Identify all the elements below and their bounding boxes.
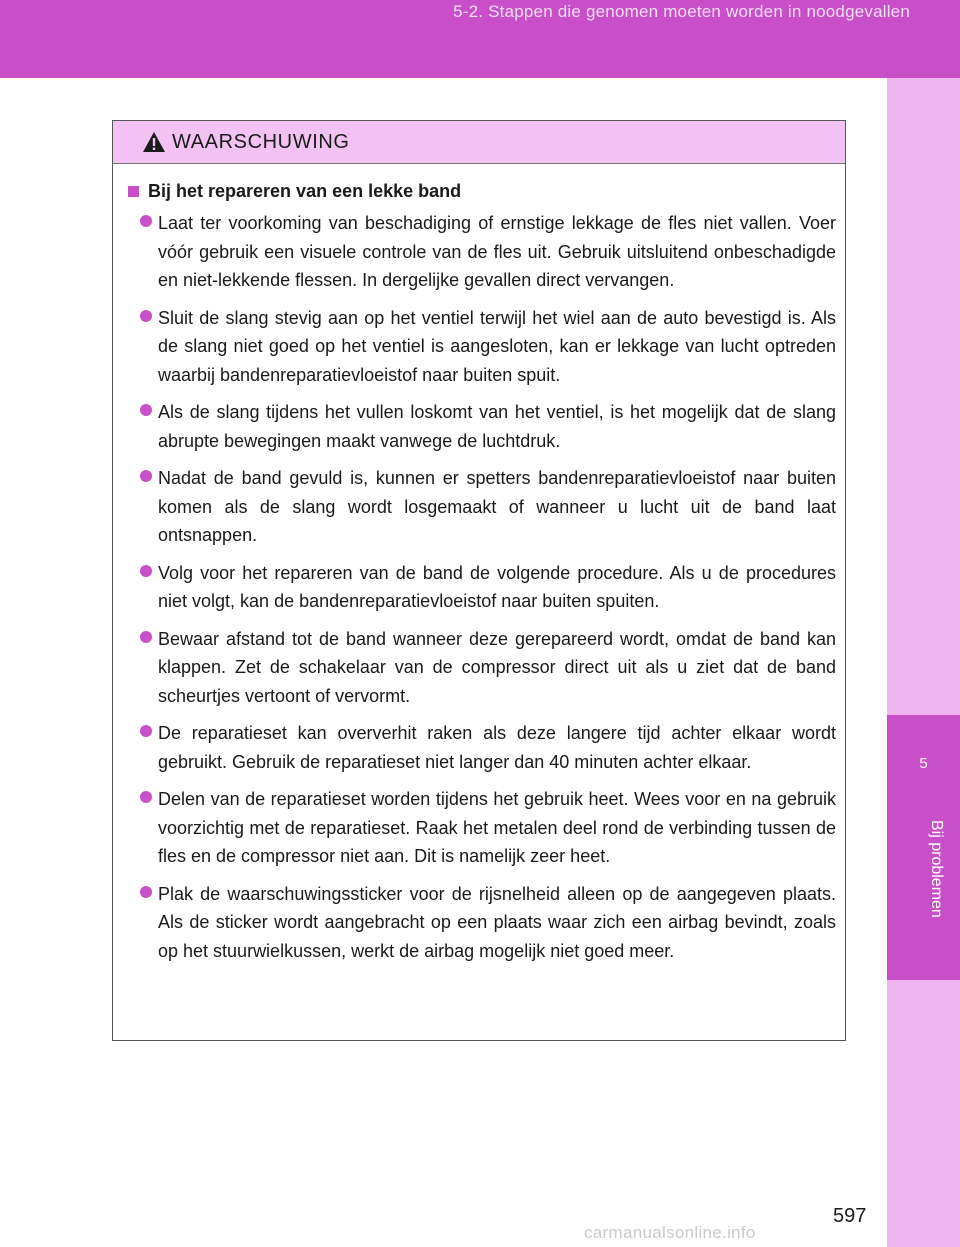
warning-item-text: Delen van de reparatieset worden tijdens het gebruik heet. Wees voor en na gebruik voorzichtig met de reparatieset. Raak het metalen deel rond de verbinding tussen de fles en de compressor niet aan. Dit is namelijk zeer heet. [158, 789, 836, 866]
warning-item [128, 464, 836, 550]
warning-item-text: Volg voor het repareren van de band de volgende procedure. Als u de procedures niet volgt, kan de bandenreparatievloeistof naar buiten spuiten. [158, 562, 836, 611]
watermark: carmanualsonline.info [584, 1223, 756, 1242]
page-number: 597 [833, 1205, 867, 1227]
warning-body [113, 164, 845, 965]
warning-item-text: Plak de waarschuwingssticker voor de rijsnelheid alleen op de aangegeven plaats. Als de sticker wordt aangebracht op een plaats waar zich een airbag bevindt, zoals op het stuurwielkussen, werkt de airbag mogelijk niet goed meer. [158, 883, 836, 961]
header-bar [0, 0, 960, 78]
circle-bullet-icon [140, 215, 152, 227]
warning-item-text: De reparatieset kan oververhit raken als deze langere tijd achter elkaar wordt gebruikt. Gebruik de reparatieset niet langer dan 40 minuten achter elkaar. [158, 723, 836, 772]
section-heading [128, 179, 836, 203]
square-bullet-icon [128, 186, 139, 197]
circle-bullet-icon [140, 631, 152, 643]
warning-triangle-icon [142, 131, 166, 158]
chapter-label: Bij problemen [928, 820, 945, 918]
circle-bullet-icon [140, 404, 152, 416]
circle-bullet-icon [140, 725, 152, 737]
section-header-title: 5-2. Stappen die genomen moeten worden in noodgevallen [453, 2, 910, 21]
warning-item-text: Nadat de band gevuld is, kunnen er spetters bandenreparatievloeistof naar buiten komen als de slang wordt losgemaakt of wanneer u lucht uit de band laat ontsnappen. [158, 468, 836, 545]
chapter-side-tab [887, 78, 960, 1247]
chapter-number: 5 [919, 755, 928, 772]
section-heading-text: Bij het repareren van een lekke band [148, 181, 462, 201]
warning-item [128, 559, 836, 616]
warning-item-text: Sluit de slang stevig aan op het ventiel terwijl het wiel aan de auto bevestigd is. Als de slang niet goed op het ventiel is aangesloten, kan er lekkage van lucht optreden waarbij bandenreparatievloeistof naar buiten spuit. [158, 307, 836, 385]
warning-item-text: Als de slang tijdens het vullen loskomt van het ventiel, is het mogelijk dat de slang abrupte bewegingen maakt vanwege de luchtdruk. [158, 402, 836, 451]
warning-header [113, 121, 845, 164]
warning-item [128, 785, 836, 871]
warning-item [128, 880, 836, 966]
circle-bullet-icon [140, 310, 152, 322]
warning-title: WAARSCHUWING [172, 131, 350, 153]
warning-item [128, 719, 836, 776]
warning-item [128, 625, 836, 711]
circle-bullet-icon [140, 470, 152, 482]
warning-item [128, 209, 836, 295]
circle-bullet-icon [140, 791, 152, 803]
circle-bullet-icon [140, 565, 152, 577]
warning-item-text: Laat ter voorkoming van beschadiging of ernstige lekkage de fles niet vallen. Voer vóór gebruik een visuele controle van de fles uit. Gebruik uitsluitend onbeschadigde en niet-lekkende flessen. In dergelijke gevallen direct vervangen. [158, 213, 836, 290]
warning-item [128, 398, 836, 455]
warning-item-text: Bewaar afstand tot de band wanneer deze gerepareerd wordt, omdat de band kan klappen. Zet de schakelaar van de compressor direct uit als u ziet dat de band scheurtjes vertoont of vervormt. [158, 628, 836, 706]
circle-bullet-icon [140, 886, 152, 898]
warning-item [128, 304, 836, 390]
warning-box [112, 120, 846, 1041]
warning-list [128, 209, 836, 965]
